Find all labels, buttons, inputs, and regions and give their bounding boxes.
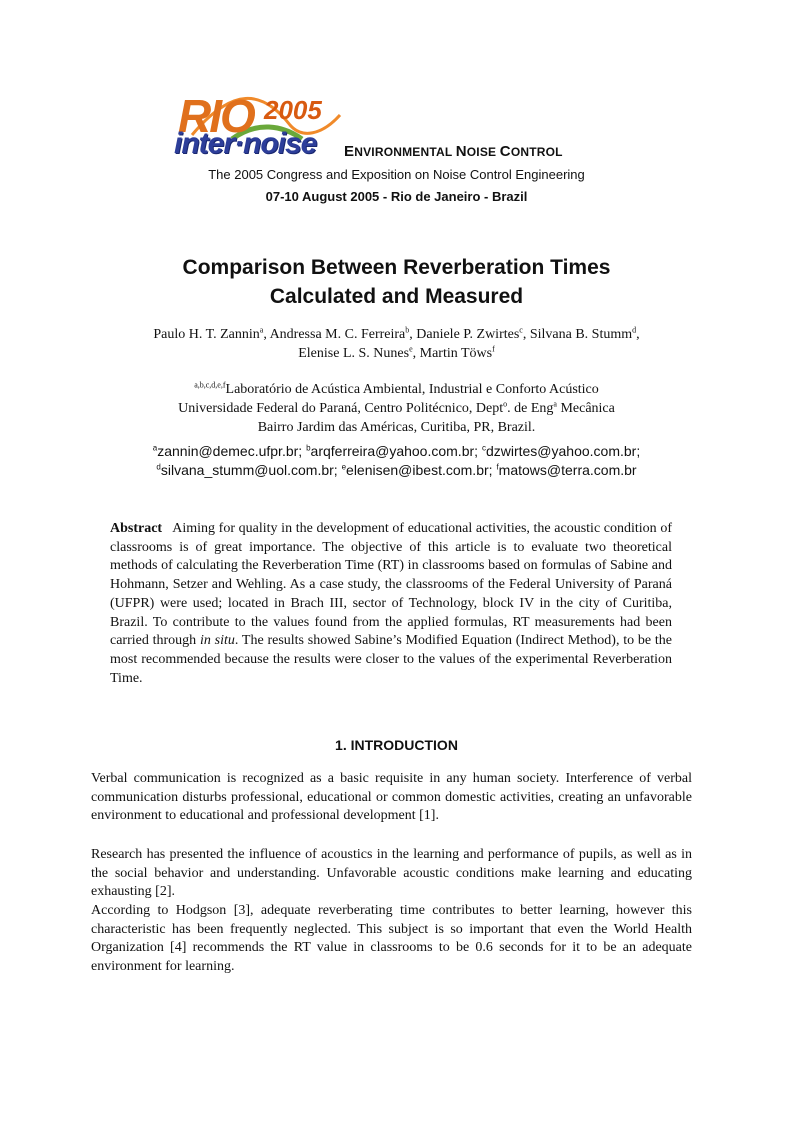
author-emails: $^a$zannin@demec.ufpr.br; $^b$arqferreira@yahoo.com.br; $^c$dzwirtes@yahoo.com.br; $^d$silvana_stumm@uol.com.br; $^e$elenisen@ibest.com.br; $^f$matows@terra.com.br: [152, 443, 641, 478]
paper-title-line-1: Comparison Between Reverberation Times: [182, 256, 611, 279]
logo-year-text: 2005: [264, 95, 322, 125]
conference-name: The 2005 Congress and Exposition on Noise Control Engineering: [208, 167, 585, 182]
paper-title-line-2: Calculated and Measured: [269, 285, 524, 308]
affiliation: $^{a,b,c,d,e,f}$Laboratório de Acústica Ambiental, Industrial e Conforto Acústico Universidade Federal do Paraná, Centro Politécnico, Dept$^o$. de Eng$^a$ Mecânica Bairro Jardim das Américas, Curitiba, PR, Brazil.: [178, 380, 615, 435]
body-paragraph: Research has presented the influence of acoustics in the learning and performance of pupils, as well as in the social behavior and understanding. Unfavorable acoustic conditions make learning and educating exhausting [2].: [91, 847, 692, 900]
conference-theme: ENVIRONMENTAL NOISE CONTROL: [344, 143, 563, 160]
section-heading-introduction: 1. INTRODUCTION: [335, 737, 458, 753]
abstract-heading: Abstract: [110, 521, 163, 536]
email-link[interactable]: zannin@demec.ufpr.br: [157, 443, 299, 459]
body-paragraph: Verbal communication is recognized as a basic requisite in any human society. Interference of verbal communication disturbs professional, educational or common domestic activities, creating an unfavorable environment to educational and professional development [1].: [91, 771, 692, 824]
author-name: Andressa M. C. Ferreira: [269, 327, 406, 342]
email-link[interactable]: elenisen@ibest.com.br: [346, 462, 489, 478]
author-name: Martin Töws: [419, 346, 493, 361]
author-name: Paulo H. T. Zannin: [153, 327, 260, 342]
author-name: Daniele P. Zwirtes: [416, 327, 520, 342]
conference-dates: 07-10 August 2005 - Rio de Janeiro - Brazil: [265, 189, 528, 204]
conference-logo: [172, 90, 342, 161]
author-name: Silvana B. Stumm: [529, 327, 633, 342]
body-paragraph: According to Hodgson [3], adequate reverberating time contributes to better learning, however this characteristic has been frequently neglected. This subject is so important that even the World Health Organization [4] recommends the RT value in classrooms to be 0.6 seconds for it to be an adequate environment for learning.: [91, 903, 692, 975]
author-list: Paulo H. T. Zannin$^a$, Andressa M. C. Ferreira$^b$, Daniele P. Zwirtes$^c$, Silvana B. Stumm$^d$, Elenise L. S. Nunes$^e$, Martin Töws$^f$: [153, 325, 640, 361]
paper-title: [0, 253, 793, 311]
author-name: Elenise L. S. Nunes: [298, 346, 410, 361]
email-link[interactable]: silvana_stumm@uol.com.br: [160, 462, 334, 478]
abstract: Abstract Aiming for quality in the development of educational activities, the acoustic condition of classrooms is of great importance. The objective of this article is to evaluate two theoretical methods of calculating the Reverberation Time (RT) in classrooms based on formulas of Sabine and Hohmann, Setzer and Wehling. As a case study, the classrooms of the Federal University of Paraná (UFPR) were used; located in Brach III, sector of Technology, block IV in the city of Curitiba, Brazil. To contribute to the values found from the applied formulas, RT measurements had been carried through in situ. The results showed Sabine’s Modified Equation (Indirect Method), to be the most recommended because the results were closer to the values of the experimental Reverberation Time.: [110, 521, 672, 686]
email-link[interactable]: arqferreira@yahoo.com.br: [310, 443, 475, 459]
email-link[interactable]: matows@terra.com.br: [498, 462, 637, 478]
logo-inter-noise-text: inter·noise: [174, 127, 317, 160]
email-link[interactable]: dzwirtes@yahoo.com.br;: [485, 443, 641, 459]
logo-rio-text: RIO: [178, 90, 254, 142]
